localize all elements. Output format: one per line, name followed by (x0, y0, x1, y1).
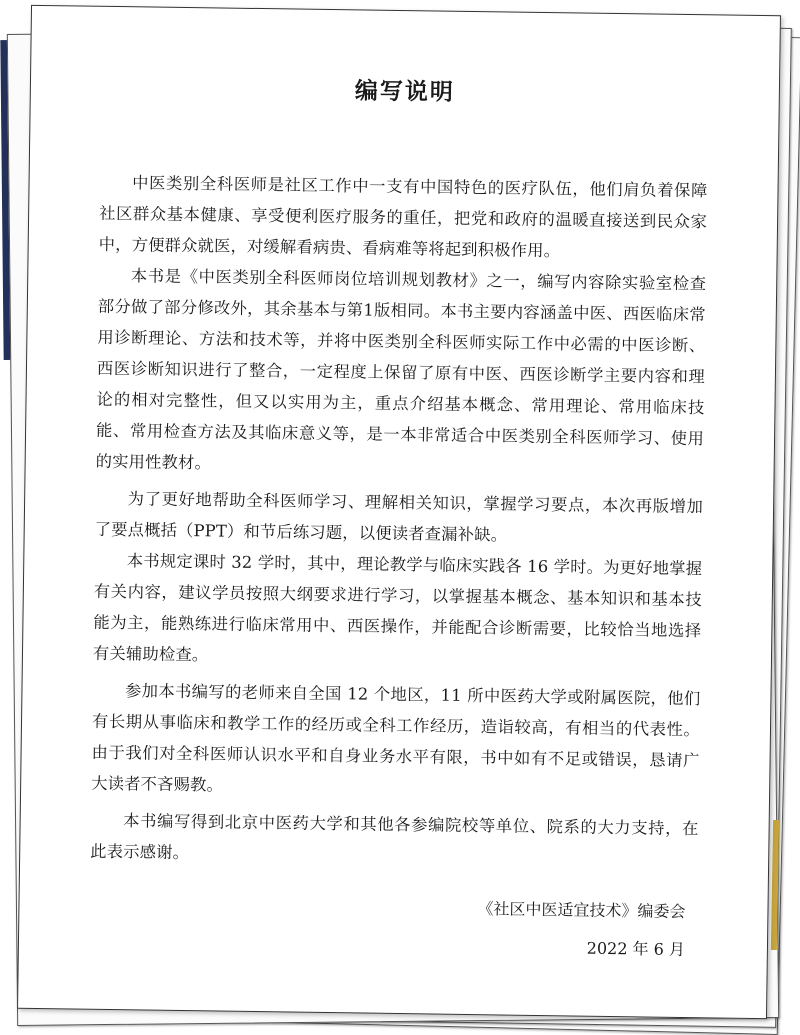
paragraph-1: 中医类别全科医师是社区工作中一支有中国特色的医疗队伍，他们肩负着保障社区群众基本健康、享受便利医疗服务的重任，把党和政府的温暖直接送到民众家中，方便群众就医，对缓解看病贵、看病难等将起到积极作用。 (98, 173, 708, 261)
document-page (17, 5, 781, 1019)
signature-org: 《社区中医适宜技术》编委会 (477, 899, 686, 922)
paragraph-6: 本书编写得到北京中医药大学和其他各参编院校等单位、院系的大力支持，在此表示感谢。 (90, 811, 699, 863)
signature-date: 2022 年 6 月 (586, 938, 686, 960)
paragraph-5: 参加本书编写的老师来自全国 12 个地区，11 所中医药大学或附属医院，他们有长期从事临床和教学工作的经历或全科工作经历，造诣较高，有相当的代表性。由于我们对全科医师认识水平和自身业务水平有限，书中如有不足或错误，恳请广大读者不吝赐教。 (91, 681, 701, 795)
page-title: 编写说明 (354, 77, 456, 106)
paragraph-4: 本书规定课时 32 学时，其中，理论教学与临床实践各 16 学时。为更好地掌握有关内容，建议学员按照大纲要求进行学习，以掌握基本概念、基本知识和基本技能为主，能熟练进行临床常用中、西医操作，并能配合诊断需要，比较恰当地选择有关辅助检查。 (92, 551, 703, 665)
signature-block (477, 890, 686, 969)
paragraph-2: 本书是《中医类别全科医师岗位培训规划教材》之一，编写内容除实验室检查部分做了部分修改外，其余基本与第1版相同。本书主要内容涵盖中医、西医临床常用诊断理论、方法和技术等，并将中医类别全科医师实际工作中必需的中医诊断、西医诊断知识进行了整合，一定程度上保留了原有中医、西医诊断学主要内容和理论的相对完整性，但又以实用为主，重点介绍基本概念、常用理论、常用临床技能、常用检查方法及其临床意义等，是一本非常适合中医类别全科医师学习、使用的实用性教材。 (95, 266, 707, 473)
document-body (90, 167, 708, 875)
paragraph-3: 为了更好地帮助全科医师学习、理解相关知识，掌握学习要点，本次再版增加了要点概括（PPT）和节后练习题，以便读者查漏补缺。 (94, 489, 704, 545)
